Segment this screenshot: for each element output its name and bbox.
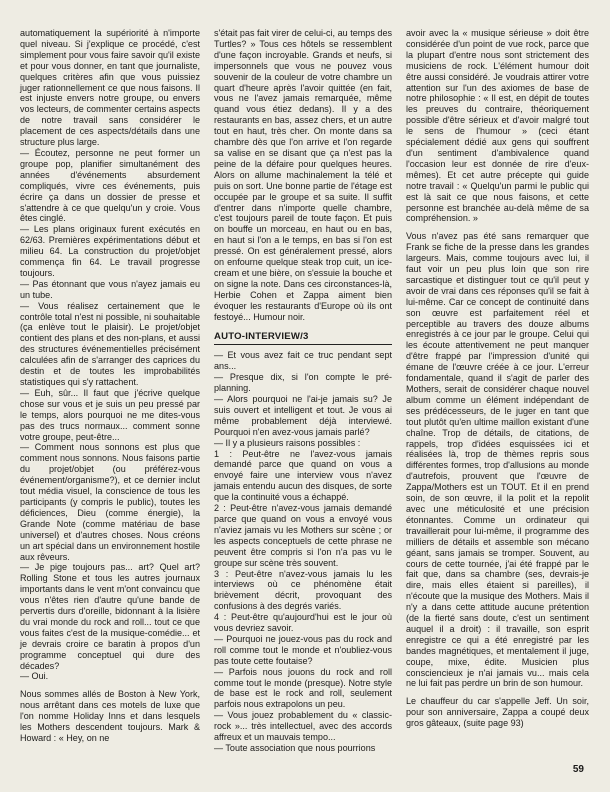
paragraph: s'était pas fait virer de celui-ci, au temps des Turtles? » Tous ces hôtels se ressemblent d'une façon incroyable. Grands et neufs, si impersonnels que vous ne pouvez vous souvenir de la couleur de votre chambre un quart d'heure après l'avoir quittée (en fait, vous ne l'avez jamais remarquée, même quand vous étiez dedans). Il y a des restaurants en bas, assez chers, et un autre tout en haut, très cher. On monte dans sa chambre dès que l'on arrive et l'on regarde sa valise en se disant que ça n'est pas la peine de la défaire pour quelques heures. Alors on allume machinalement la télé et puis on sort. Une bonne partie de l'étage est occupée par le groupe et sa suite. Il suffit d'entrer dans n'importe quelle chambre, c'est toujours pareil de toute façon. Et puis on bouffe un morceau, en haut ou en bas, en haut si l'on a le temps, en bas si l'on est pressé. On est généralement pressé, alors on enfourne quelque steak trop cuit, un ice-cream et une bière, on s'essuie la bouche et on signe la note. Dans ces circonstances-là, Herbie Cohen et Zappa aiment bien évoquer les restaurants d'Europe où ils ont festoyé... Humour noir.: [214, 28, 392, 322]
paragraph: — Presque dix, si l'on compte le pré-planning.: [214, 372, 392, 394]
paragraph: — Alors pourquoi ne l'ai-je jamais su? Je suis ouvert et intelligent et tout. Je vous ai même probablement déjà interviewé. Pourquoi n'en avez-vous jamais parlé?: [214, 394, 392, 437]
paragraph: — Et vous avez fait ce truc pendant sept ans...: [214, 350, 392, 372]
paragraph: Vous n'avez pas été sans remarquer que Frank se fiche de la presse dans les grandes largeurs. Mais, comme toujours avec lui, il faut voir un peu plus loin que son rire sarcastique et distinguer tout ce qu'il peut y avoir de vrai dans ces réponses qu'il se fait à lui-même. Car ce concept de continuité dans son œuvre est parfaitement réel et perceptible au travers des douze albums enregistrés à ce jour par le groupe. Celui qui les écoute attentivement ne peut manquer d'être frappé par l'impression d'unité qui émane de l'œuvre créée à ce jour. L'erreur fondamentale, quand il s'agit de parler des Mothers, serait de considérer chaque nouvel album comme un élément indépendant de ses prédécesseurs, de le juger en tant que tout plutôt qu'en ultime maillon existant d'une chaîne. Trop de détails, de citations, de rappels, trop d'idées esquissées ici et réalisées là, trop de thèmes repris sous différentes formes, trop d'allusions au monde d'autrefois, prouvent que l'œuvre de Zappa/Mothers est un TOUT. Et il en prend soin, de son œuvre, il la polit et la repolit avec une méticulosité et une précision étonnantes. Comme un ordinateur qui travaillerait pour lui-même, il programme des milliers de détails et assemble son mécano géant, sans jamais se tromper. Souvent, au cours de cette tournée, j'ai été frappé par le fait que, dans sa chambre (ses, devrais-je dire, mais elles étaient si pareilles), il n'écoute que la musique des Mothers. Mais il n'y a dans cette attitude aucune prétention (de la fierté sans doute, c'est un sentiment auquel il a droit) : il travaille, son esprit enregistre ce qui a été enregistré par les bandes magnétiques, et mentalement il juge, coupe, mixe, édite. Musicien plus consciencieux je n'ai jamais vu... mais cela ne lui fait pas perdre un brin de son humour.: [406, 231, 589, 689]
paragraph: 3 : Peut-être n'avez-vous jamais lu les interviews où ce phénomène était brièvement décrit, provoquant des confusions à des degrés variés.: [214, 568, 392, 612]
paragraph: automatiquement la supériorité à n'importe quel niveau. Si j'explique ce procédé, c'est simplement pour vous faire savoir qu'il existe et pour vous donner, en tant que journaliste, quelques critères afin que vous puissiez juger rationnellement ce que nous faisons. Il est injuste envers notre groupe, ou envers vos lecteurs, de commenter certains aspects de notre travail sans considérer le placement de ces aspects/détails dans une structure plus large.: [20, 28, 200, 148]
paragraph: Nous sommes allés de Boston à New York, nous arrêtant dans ces motels de luxe que l'on nomme Holiday Inns et dans lesquels les Mothers descendent toujours. Mark & Howard : « Hey, on ne: [20, 689, 200, 743]
paragraph: — Pourquoi ne jouez-vous pas du rock and roll comme tout le monde et n'oubliez-vous pas toute cette foutaise?: [214, 633, 392, 666]
paragraph: 4 : Peut-être qu'aujourd'hui est le jour où vous devriez savoir.: [214, 612, 392, 634]
paragraph: — Écoutez, personne ne peut former un groupe pop, planifier simultanément des années d'événements absurdement compliqués, vivre ces événements, puis écrire ça dans un dossier de presse et s'attendre à ce que quelqu'un y croie. Vous êtes cinglé.: [20, 147, 200, 224]
paragraph: — Vous jouez probablement du « classic-rock »... très intellectuel, avec des accords affreux et un mauvais tempo...: [214, 710, 392, 743]
paragraph: — Toute association que nous pourrions: [214, 743, 376, 753]
section-heading: AUTO-INTERVIEW/3: [214, 332, 392, 345]
column-left: [20, 28, 200, 744]
paragraph: — Euh, sûr... Il faut que j'écrive quelque chose sur vous et je suis un peu pressé par le temps, alors pourquoi ne me dites-vous pas des trucs normaux... comment sonne votre groupe, peut-être...: [20, 387, 200, 442]
paragraph: 1 : Peut-être ne l'avez-vous jamais demandé parce que quand on vous a envoyé faire une interview vous n'avez jamais entendu aucun des disques, de sorte que la continuité vous a échappé.: [214, 448, 392, 503]
column-right: [406, 28, 589, 729]
paragraph: — Comment nous sonnons est plus que comment nous sonnons. Nous faisons partie du projet/objet (ou préférez-vous événement/organisme?), et ce dernier inclut tout média visuel, la conscience de tous les participants (y compris le public), toutes les déficiences, Dieu (comme énergie), la Grande Note (comme matériau de base universel) et d'autres choses. Nous créons un art spécial dans un environnement hostile aux rêveurs.: [20, 442, 200, 562]
paragraph: avoir avec la « musique sérieuse » doit être considérée d'un point de vue rock, parce que la plupart d'entre nous sont strictement des musiciens de rock. L'élément humour doit être aussi considéré. Je voudrais attirer votre attention sur l'un des axiomes de base de notre philosophie : « Il est, en dépit de toutes les preuves du contraire, théoriquement possible d'être sérieux et d'avoir malgré tout le sens de l'humour » (ceci étant spécialement dédié aux gens qui souffrent d'un sentiment d'ambivalence quand l'occasion leur est donnée de rire d'eux-mêmes). Et cet autre précepte qui guide notre travail : « Quelqu'un parmi le public qui est là sait ce que nous faisons, et cette personne est branchée au-delà même de sa compréhension. »: [406, 28, 589, 224]
column-middle: [214, 28, 392, 754]
paragraph: — Les plans originaux furent exécutés en 62/63. Premières expérimentations début et milieu 64. La construction du projet/objet commença fin 64. Le travail progresse toujours.: [20, 224, 200, 278]
paragraph: — Vous réalisez certainement que le contrôle total n'est ni possible, ni souhaitable (ça enlève tout le plaisir). Le projet/objet contient des plans et des non-plans, et aussi des structures événementielles précisément calculées afin de s'arranger des caprices du destin et de toutes les improbabilités statistiques qui s'y rattachent.: [20, 300, 200, 387]
paragraph: — Je pige toujours pas... art? Quel art? Rolling Stone et tous les autres journaux importants dans le vent m'ont convaincu que vous n'êtes rien d'autre qu'une bande de pervertis durs d'oreille, bidonnant à la lisière du vrai monde du rock and roll... tout ce que vous faites c'est de la musique-comédie... et je devrais croire ce baratin à propos d'un programme conceptuel qui dure des décades?: [20, 562, 200, 671]
paragraph: — Parfois nous jouons du rock and roll comme tout le monde (presque). Notre style de base est le rock and roll, seulement parfois nous extrapolons un peu.: [214, 666, 392, 710]
paragraph: — Oui.: [20, 671, 49, 682]
paragraph: — Pas étonnant que vous n'ayez jamais eu un tube.: [20, 278, 200, 300]
paragraph: 2 : Peut-être n'avez-vous jamais demandé parce que quand on vous a envoyé vous n'aviez jamais vu les Mothers sur scène ; or les aspects conceptuels de cette phrase ne peuvent être compris si l'on n'a pas vu le groupe sur scène très souvent.: [214, 503, 392, 568]
paragraph: — Il y a plusieurs raisons possibles :: [214, 437, 361, 448]
paragraph: Le chauffeur du car s'appelle Jeff. Un soir, pour son anniversaire, Zappa a coupé deux gros gâteaux, (suite page 93): [406, 696, 589, 729]
page-number: 59: [572, 764, 584, 775]
